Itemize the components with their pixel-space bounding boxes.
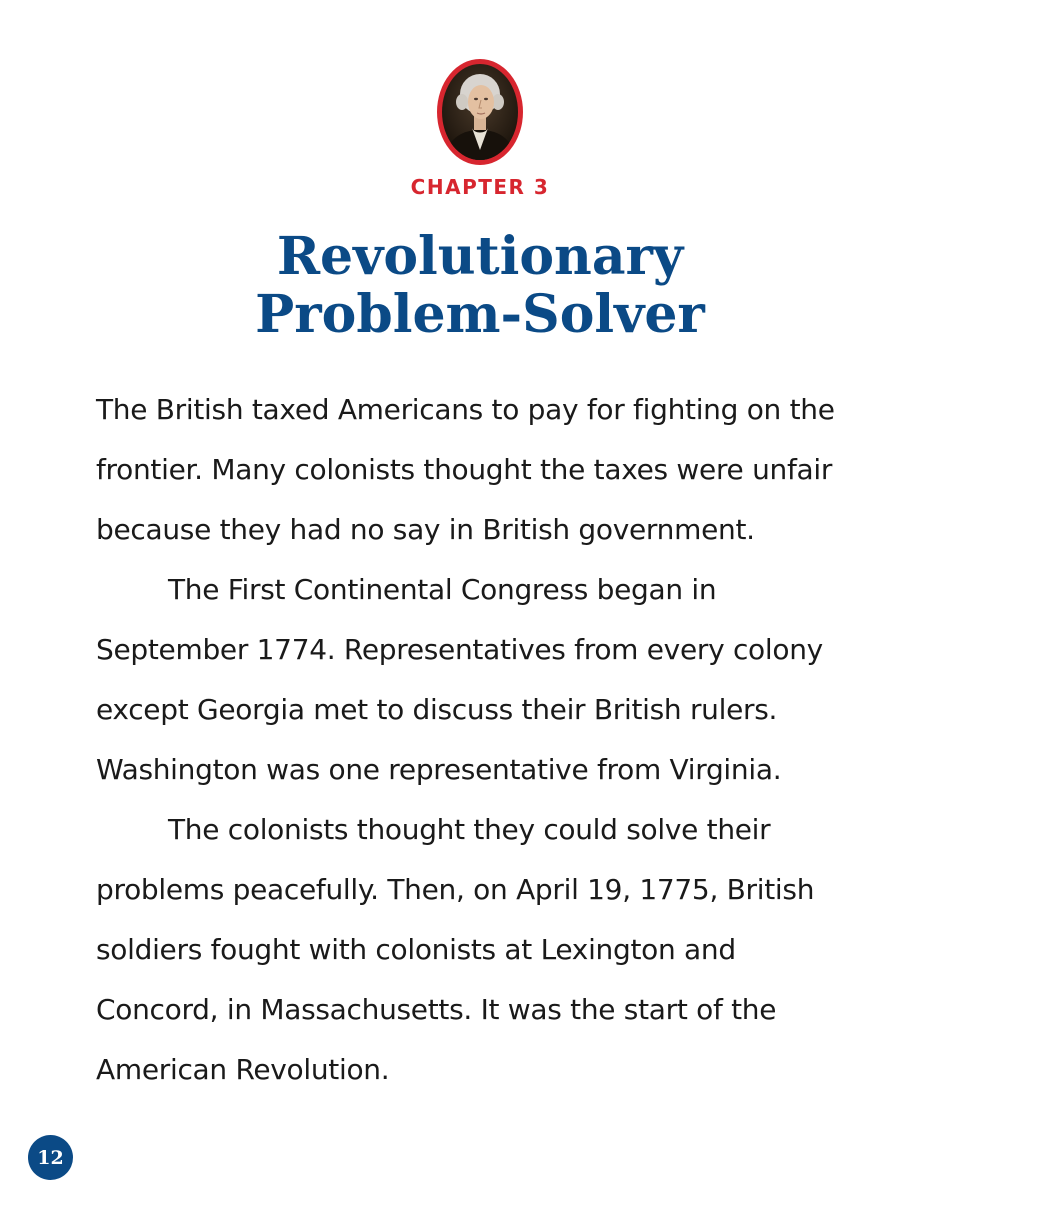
paragraph-2: The First Continental Congress began in September 1774. Representatives from every colony except Georgia met to discuss their British rulers. Washington was one representative from Virginia.	[96, 573, 823, 786]
chapter-title	[0, 228, 960, 344]
paragraph-1: The British taxed Americans to pay for fighting on the frontier. Many colonists thought the taxes were unfair because they had no say in British government.	[96, 393, 835, 546]
chapter-title-line-2: Problem-Solver	[255, 284, 705, 345]
chapter-label: CHAPTER 3	[410, 175, 550, 199]
paragraph-3: The colonists thought they could solve their problems peacefully. Then, on April 19, 1775, British soldiers fought with colonists at Lexington and Concord, in Massachusetts. It was the start of the American Revolution.	[96, 813, 815, 1086]
body-text	[96, 380, 856, 1100]
washington-portrait-image	[436, 58, 524, 166]
chapter-title-line-1: Revolutionary	[276, 226, 684, 287]
page-number-badge: 12	[28, 1135, 73, 1180]
